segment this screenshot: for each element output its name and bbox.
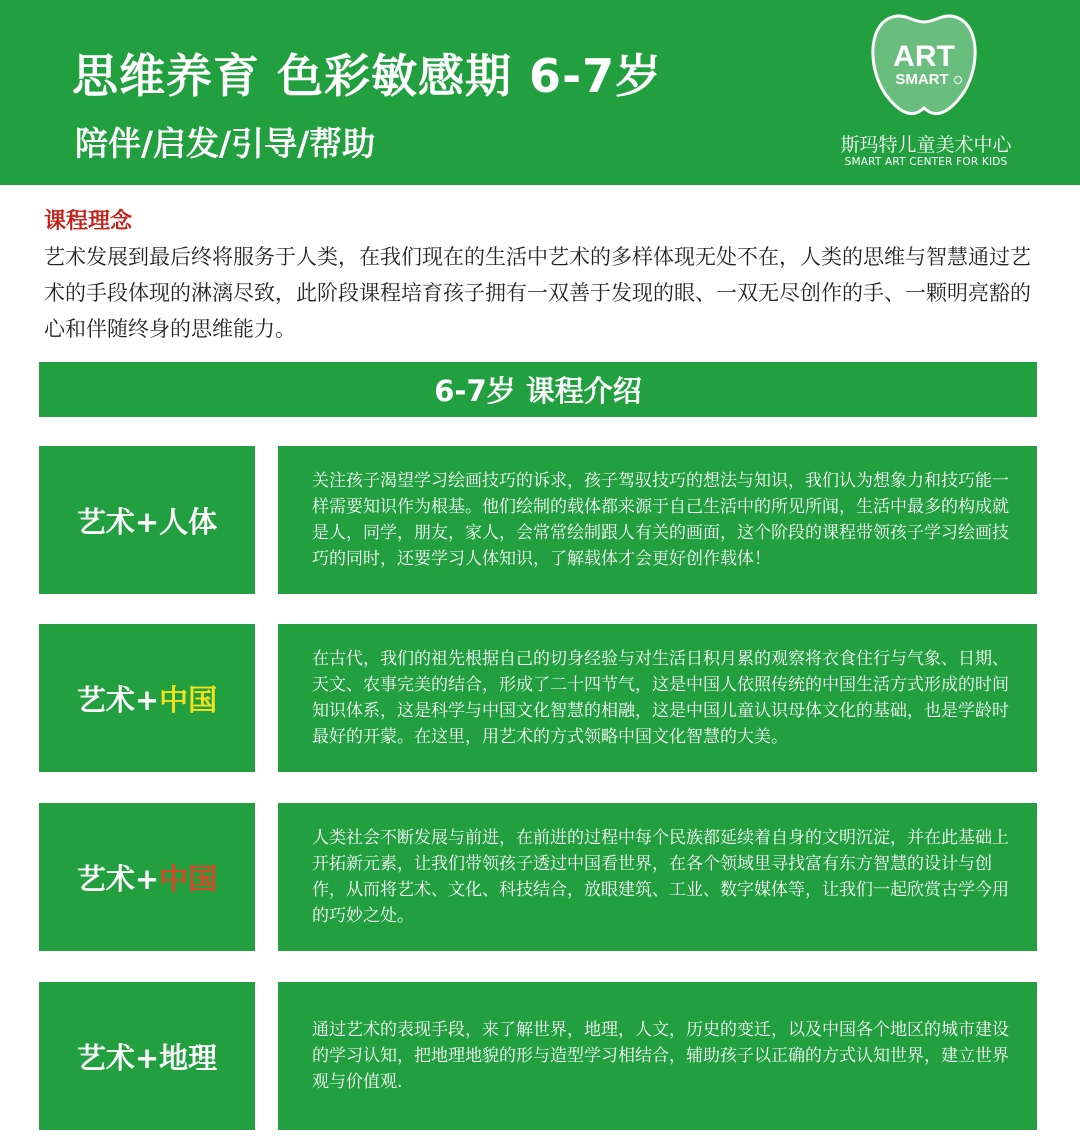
course-label-topic: 地理 bbox=[159, 1040, 218, 1075]
logo-mark-line1: ART bbox=[893, 40, 955, 73]
brand-name-en: SMART ART CENTER FOR KIDS bbox=[844, 156, 1008, 168]
course-row-geography bbox=[39, 982, 1037, 1130]
course-description-box bbox=[278, 982, 1037, 1130]
course-label bbox=[39, 982, 255, 1130]
course-label bbox=[39, 624, 255, 772]
header-banner bbox=[0, 0, 1080, 185]
course-label-prefix: 艺术+ bbox=[76, 682, 160, 717]
course-label-topic: 人体 bbox=[159, 504, 218, 539]
course-row-human-body bbox=[39, 446, 1037, 594]
course-description: 通过艺术的表现手段，来了解世界，地理，人文，历史的变迁，以及中国各个地区的城市建设的学习认知，把地理地貌的形与造型学习相结合，辅助孩子以正确的方式认知世界，建立世界观与价值观. bbox=[312, 1020, 1009, 1092]
course-row-china-world bbox=[39, 803, 1037, 951]
brand-logo-icon bbox=[862, 8, 986, 120]
course-philosophy bbox=[44, 204, 1044, 347]
logo-mark-line2: SMART bbox=[895, 71, 949, 88]
course-label-topic: 中国 bbox=[159, 682, 218, 717]
course-label-prefix: 艺术+ bbox=[76, 504, 160, 539]
course-label-prefix: 艺术+ bbox=[76, 1040, 160, 1075]
course-description: 在古代，我们的祖先根据自己的切身经验与对生活日积月累的观察将衣食住行与气象、日期、天文、农事完美的结合，形成了二十四节气，这是中国人依照传统的中国生活方式形成的时间知识体系，这是科学与中国文化智慧的相融，这是中国儿童认识母体文化的基础，也是学龄时最好的开蒙。在这里，用艺术的方式领略中国文化智慧的大美。 bbox=[312, 649, 1009, 747]
course-label-prefix: 艺术+ bbox=[76, 861, 160, 896]
course-description: 人类社会不断发展与前进，在前进的过程中每个民族都延续着自身的文明沉淀，并在此基础上开拓新元素，让我们带领孩子透过中国看世界，在各个领域里寻找富有东方智慧的设计与创作，从而将艺术、文化、科技结合，放眼建筑、工业、数字媒体等，让我们一起欣赏古学今用的巧妙之处。 bbox=[312, 828, 1009, 926]
course-description-box bbox=[278, 446, 1037, 594]
course-label-topic: 中国 bbox=[159, 861, 218, 896]
page-subtitle: 陪伴/启发/引导/帮助 bbox=[75, 124, 376, 163]
course-description: 关注孩子渴望学习绘画技巧的诉求，孩子驾驭技巧的想法与知识，我们认为想象力和技巧能一样需要知识作为根基。他们绘制的载体都来源于自己生活中的所见所闻，生活中最多的构成就是人，同学，朋友，家人，会常常绘制跟人有关的画面，这个阶段的课程带领孩子学习绘画技巧的同时，还要学习人体知识，了解载体才会更好创作载体！ bbox=[312, 471, 1009, 569]
course-row-china-tradition bbox=[39, 624, 1037, 772]
course-description-box bbox=[278, 803, 1037, 951]
philosophy-text: 艺术发展到最后终将服务于人类，在我们现在的生活中艺术的多样体现无处不在，人类的思维与智慧通过艺术的手段体现的淋漓尽致，此阶段课程培育孩子拥有一双善于发现的眼、一双无尽创作的手、一颗明亮豁的心和伴随终身的思维能力。 bbox=[44, 245, 1031, 341]
brand-name-cn: 斯玛特儿童美术中心 bbox=[840, 134, 1012, 156]
page-title: 思维养育 色彩敏感期 6-7岁 bbox=[72, 49, 663, 103]
course-label bbox=[39, 803, 255, 951]
section-heading: 6-7岁 课程介绍 bbox=[434, 374, 642, 408]
course-description-box bbox=[278, 624, 1037, 772]
course-label bbox=[39, 446, 255, 594]
section-heading-bar bbox=[39, 362, 1037, 417]
philosophy-heading: 课程理念 bbox=[44, 208, 133, 234]
